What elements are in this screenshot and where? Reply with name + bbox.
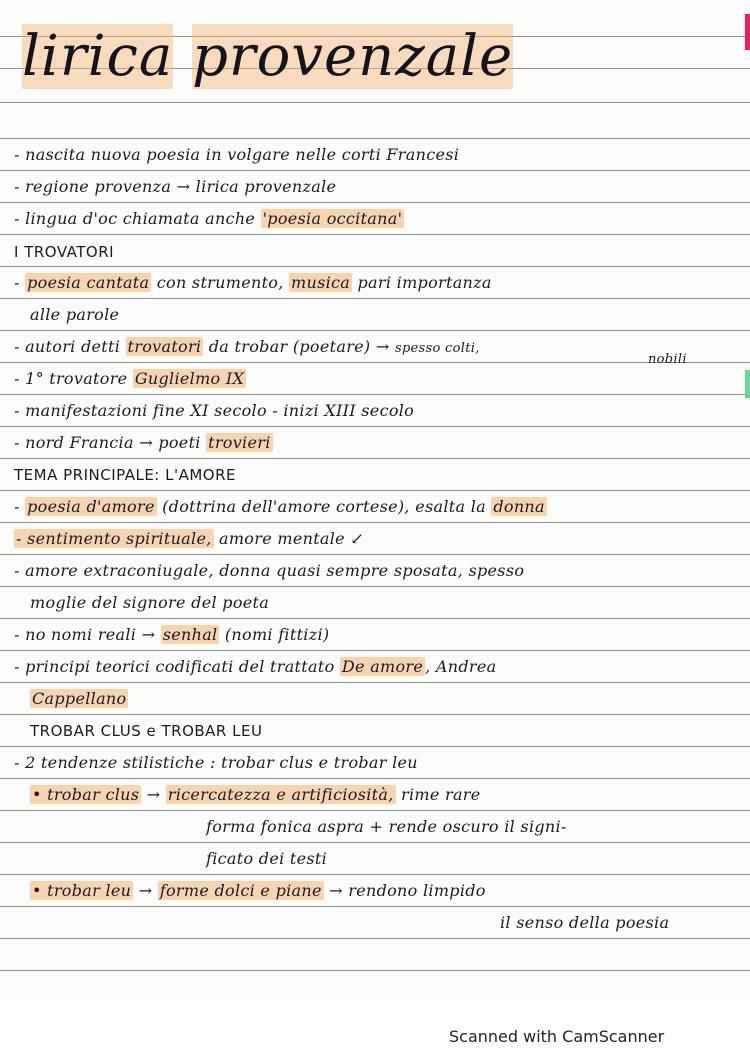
arrow-icon: → (139, 433, 153, 452)
ruled-line (0, 362, 750, 363)
note-line: - no nomi reali → senhal (nomi fittizi) (14, 625, 330, 644)
note-line: - manifestazioni fine XI secolo - inizi XIII secolo (14, 401, 415, 420)
ruled-line (0, 650, 750, 651)
note-line: - nord Francia → poeti trovieri (14, 433, 271, 452)
ruled-line (0, 266, 750, 267)
ruled-line (0, 202, 750, 203)
ruled-line (0, 682, 750, 683)
note-line: Cappellano (32, 689, 127, 708)
title-word-2: provenzale (192, 24, 514, 89)
note-line: - lingua d'oc chiamata anche 'poesia occitana' (14, 209, 403, 228)
arrow-icon: → (146, 785, 161, 804)
note-line: - sentimento spirituale, amore mentale ↙ (16, 529, 365, 548)
ruled-line (0, 586, 750, 587)
ruled-line (0, 874, 750, 875)
ruled-line (0, 298, 750, 299)
ruled-line (0, 330, 750, 331)
ruled-line (0, 234, 750, 235)
ruled-line (0, 842, 750, 843)
ruled-line (0, 778, 750, 779)
note-line: • trobar clus → ricercatezza e artificiosità, rime rare (32, 785, 481, 804)
ruled-line (0, 554, 750, 555)
ruled-line (0, 102, 750, 103)
title-word-1: lirica (22, 24, 174, 89)
scanner-watermark: Scanned with CamScanner (449, 1027, 665, 1046)
note-line: ficato dei testi (206, 849, 328, 868)
arrow-icon: → (138, 881, 153, 900)
ruled-line (0, 714, 750, 715)
note-line: - 2 tendenze stilistiche : trobar clus e trobar leu (14, 753, 418, 772)
note-line: forma fonica aspra + rende oscuro il signi- (206, 817, 567, 836)
note-line: - autori detti trovatori da trobar (poetare) → spesso colti, (14, 337, 480, 356)
index-tab-green (745, 370, 750, 398)
ruled-line (0, 170, 750, 171)
section-heading: TROBAR CLUS e TROBAR LEU (30, 722, 263, 740)
note-line: moglie del signore del poeta (30, 593, 270, 612)
arrow-icon: → (375, 337, 390, 356)
ruled-line (0, 810, 750, 811)
note-line: il senso della poesia (500, 913, 670, 932)
ruled-line (0, 938, 750, 939)
ruled-line (0, 746, 750, 747)
ruled-line (0, 426, 750, 427)
arrow-icon: → (176, 177, 191, 196)
note-line: • trobar leu → forme dolci e piane → rendono limpido (32, 881, 486, 900)
section-heading: TEMA PRINCIPALE: L'AMORE (14, 466, 237, 484)
note-line: - regione provenza → lirica provenzale (14, 177, 337, 196)
ruled-line (0, 906, 750, 907)
arrow-icon: ↙ (350, 529, 365, 548)
ruled-line (0, 394, 750, 395)
ruled-line (0, 618, 750, 619)
section-heading: I TROVATORI (14, 243, 115, 261)
ruled-line (0, 458, 750, 459)
ruled-line (0, 490, 750, 491)
note-line: - poesia d'amore (dottrina dell'amore cortese), esalta la donna (14, 497, 545, 516)
note-line: - 1° trovatore Guglielmo IX (14, 369, 245, 388)
note-line: alle parole (30, 305, 120, 324)
note-line: - amore extraconiugale, donna quasi sempre sposata, spesso (14, 561, 525, 580)
index-tab-pink (745, 14, 750, 50)
note-annotation: nobili (648, 352, 687, 367)
ruled-line (0, 970, 750, 971)
page-title (22, 24, 513, 89)
note-line: - poesia cantata con strumento, musica pari importanza (14, 273, 492, 292)
note-line: - principi teorici codificati del trattato De amore , Andrea (14, 657, 497, 676)
note-line: - nascita nuova poesia in volgare nelle corti Francesi (14, 145, 460, 164)
ruled-line (0, 522, 750, 523)
arrow-icon: → (329, 881, 343, 900)
ruled-line (0, 138, 750, 139)
arrow-icon: → (141, 625, 156, 644)
